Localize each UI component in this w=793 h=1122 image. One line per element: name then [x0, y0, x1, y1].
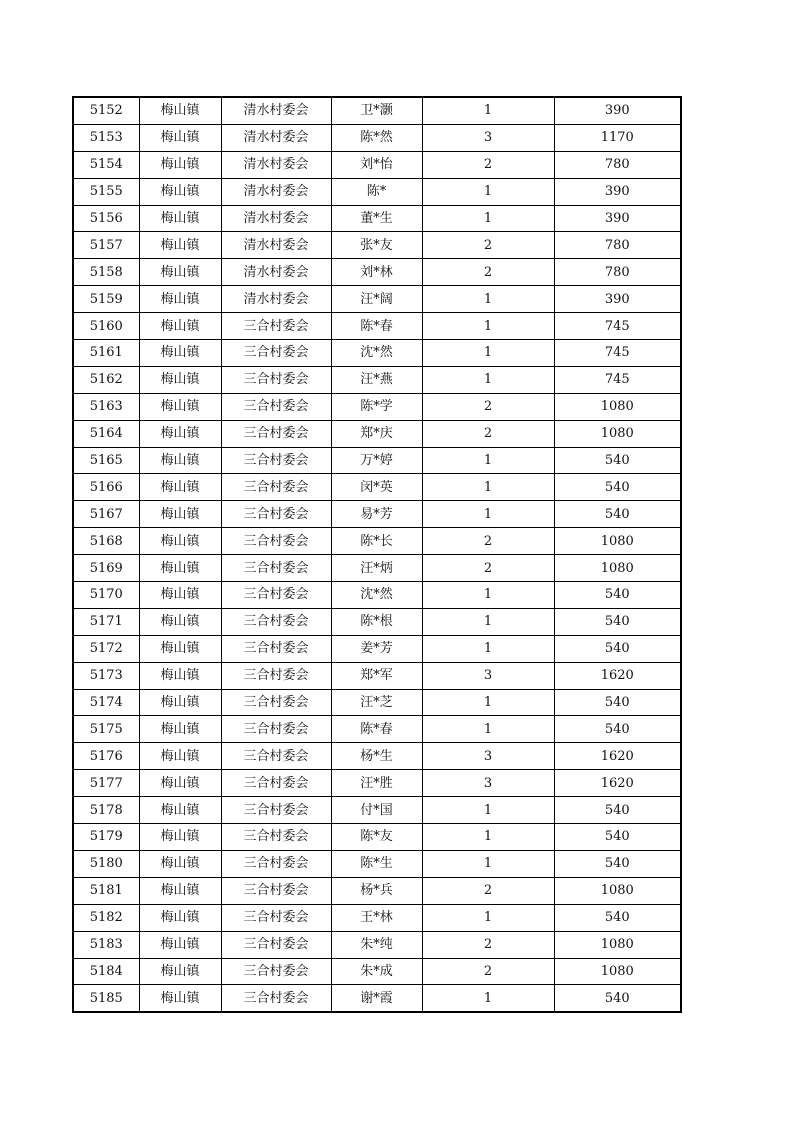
cell-count: 1: [422, 474, 554, 501]
cell-town: 梅山镇: [139, 716, 221, 743]
cell-town: 梅山镇: [139, 958, 221, 985]
cell-amount: 780: [554, 151, 681, 178]
cell-count: 1: [422, 824, 554, 851]
cell-name: 刘*怡: [331, 151, 422, 178]
cell-town: 梅山镇: [139, 232, 221, 259]
table-row: [73, 985, 681, 1012]
cell-town: 梅山镇: [139, 877, 221, 904]
table-row: [73, 770, 681, 797]
cell-village: 三合村委会: [221, 985, 331, 1012]
cell-town: 梅山镇: [139, 501, 221, 528]
cell-amount: 780: [554, 232, 681, 259]
cell-count: 1: [422, 797, 554, 824]
data-table: [72, 96, 682, 1013]
table-row: [73, 555, 681, 582]
cell-amount: 390: [554, 205, 681, 232]
table-row: [73, 178, 681, 205]
table-row: [73, 850, 681, 877]
cell-amount: 540: [554, 501, 681, 528]
cell-count: 1: [422, 205, 554, 232]
cell-name: 郑*军: [331, 662, 422, 689]
cell-village: 三合村委会: [221, 850, 331, 877]
cell-count: 1: [422, 286, 554, 313]
cell-town: 梅山镇: [139, 528, 221, 555]
cell-name: 陈*生: [331, 850, 422, 877]
cell-index: 5154: [73, 151, 139, 178]
cell-town: 梅山镇: [139, 985, 221, 1012]
cell-name: 陈*长: [331, 528, 422, 555]
cell-village: 三合村委会: [221, 474, 331, 501]
cell-amount: 1620: [554, 743, 681, 770]
cell-amount: 1080: [554, 555, 681, 582]
table-row: [73, 286, 681, 313]
cell-amount: 1620: [554, 662, 681, 689]
cell-name: 汪*阔: [331, 286, 422, 313]
cell-count: 2: [422, 877, 554, 904]
cell-name: 易*芳: [331, 501, 422, 528]
cell-village: 三合村委会: [221, 313, 331, 340]
cell-amount: 1080: [554, 528, 681, 555]
table-row: [73, 931, 681, 958]
cell-index: 5167: [73, 501, 139, 528]
cell-amount: 540: [554, 689, 681, 716]
cell-count: 1: [422, 635, 554, 662]
cell-town: 梅山镇: [139, 824, 221, 851]
cell-village: 三合村委会: [221, 743, 331, 770]
cell-village: 三合村委会: [221, 931, 331, 958]
cell-index: 5153: [73, 124, 139, 151]
table-row: [73, 151, 681, 178]
cell-village: 三合村委会: [221, 958, 331, 985]
cell-name: 汪*燕: [331, 366, 422, 393]
cell-town: 梅山镇: [139, 420, 221, 447]
cell-village: 三合村委会: [221, 904, 331, 931]
cell-village: 三合村委会: [221, 824, 331, 851]
cell-name: 陈*春: [331, 716, 422, 743]
table-row: [73, 608, 681, 635]
cell-village: 三合村委会: [221, 447, 331, 474]
cell-town: 梅山镇: [139, 797, 221, 824]
cell-index: 5185: [73, 985, 139, 1012]
cell-village: 清水村委会: [221, 205, 331, 232]
cell-village: 清水村委会: [221, 286, 331, 313]
cell-index: 5155: [73, 178, 139, 205]
table-row: [73, 205, 681, 232]
table-row: [73, 528, 681, 555]
cell-amount: 540: [554, 824, 681, 851]
cell-index: 5179: [73, 824, 139, 851]
cell-town: 梅山镇: [139, 635, 221, 662]
cell-amount: 1620: [554, 770, 681, 797]
cell-count: 2: [422, 420, 554, 447]
cell-index: 5161: [73, 340, 139, 367]
cell-index: 5169: [73, 555, 139, 582]
cell-name: 朱*纯: [331, 931, 422, 958]
cell-town: 梅山镇: [139, 555, 221, 582]
cell-town: 梅山镇: [139, 205, 221, 232]
cell-count: 2: [422, 393, 554, 420]
table-row: [73, 97, 681, 124]
cell-town: 梅山镇: [139, 259, 221, 286]
cell-town: 梅山镇: [139, 151, 221, 178]
cell-village: 三合村委会: [221, 716, 331, 743]
cell-count: 1: [422, 904, 554, 931]
cell-index: 5158: [73, 259, 139, 286]
cell-count: 3: [422, 124, 554, 151]
cell-count: 2: [422, 555, 554, 582]
cell-amount: 540: [554, 474, 681, 501]
cell-amount: 540: [554, 716, 681, 743]
cell-count: 1: [422, 985, 554, 1012]
cell-amount: 540: [554, 850, 681, 877]
table-row: [73, 904, 681, 931]
cell-count: 1: [422, 447, 554, 474]
table-row: [73, 366, 681, 393]
cell-index: 5164: [73, 420, 139, 447]
cell-town: 梅山镇: [139, 447, 221, 474]
cell-index: 5176: [73, 743, 139, 770]
cell-town: 梅山镇: [139, 366, 221, 393]
cell-index: 5163: [73, 393, 139, 420]
cell-amount: 1080: [554, 931, 681, 958]
table-row: [73, 259, 681, 286]
table-row: [73, 232, 681, 259]
cell-count: 1: [422, 501, 554, 528]
cell-name: 汪*芝: [331, 689, 422, 716]
cell-index: 5178: [73, 797, 139, 824]
cell-town: 梅山镇: [139, 689, 221, 716]
cell-village: 清水村委会: [221, 151, 331, 178]
cell-count: 1: [422, 582, 554, 609]
cell-amount: 390: [554, 97, 681, 124]
table-row: [73, 824, 681, 851]
cell-village: 三合村委会: [221, 420, 331, 447]
cell-village: 清水村委会: [221, 97, 331, 124]
cell-name: 沈*然: [331, 582, 422, 609]
cell-village: 清水村委会: [221, 124, 331, 151]
table-row: [73, 124, 681, 151]
cell-town: 梅山镇: [139, 608, 221, 635]
cell-name: 陈*根: [331, 608, 422, 635]
cell-index: 5173: [73, 662, 139, 689]
cell-count: 3: [422, 662, 554, 689]
cell-name: 董*生: [331, 205, 422, 232]
cell-town: 梅山镇: [139, 178, 221, 205]
cell-name: 沈*然: [331, 340, 422, 367]
cell-index: 5157: [73, 232, 139, 259]
cell-village: 清水村委会: [221, 259, 331, 286]
cell-index: 5162: [73, 366, 139, 393]
cell-index: 5156: [73, 205, 139, 232]
cell-count: 2: [422, 528, 554, 555]
cell-village: 三合村委会: [221, 582, 331, 609]
cell-village: 清水村委会: [221, 232, 331, 259]
cell-count: 1: [422, 608, 554, 635]
cell-amount: 745: [554, 313, 681, 340]
cell-index: 5184: [73, 958, 139, 985]
cell-amount: 390: [554, 178, 681, 205]
cell-name: 杨*生: [331, 743, 422, 770]
cell-amount: 745: [554, 340, 681, 367]
cell-name: 汪*炳: [331, 555, 422, 582]
cell-town: 梅山镇: [139, 770, 221, 797]
table-row: [73, 393, 681, 420]
cell-village: 三合村委会: [221, 877, 331, 904]
cell-village: 三合村委会: [221, 366, 331, 393]
cell-town: 梅山镇: [139, 931, 221, 958]
cell-index: 5181: [73, 877, 139, 904]
table-row: [73, 474, 681, 501]
cell-index: 5177: [73, 770, 139, 797]
cell-village: 三合村委会: [221, 608, 331, 635]
cell-name: 陈*春: [331, 313, 422, 340]
cell-index: 5170: [73, 582, 139, 609]
cell-amount: 540: [554, 447, 681, 474]
cell-village: 三合村委会: [221, 393, 331, 420]
cell-count: 1: [422, 716, 554, 743]
cell-village: 三合村委会: [221, 770, 331, 797]
cell-count: 1: [422, 340, 554, 367]
cell-village: 三合村委会: [221, 689, 331, 716]
cell-village: 三合村委会: [221, 635, 331, 662]
cell-count: 2: [422, 931, 554, 958]
cell-count: 1: [422, 366, 554, 393]
cell-name: 陈*学: [331, 393, 422, 420]
cell-amount: 1080: [554, 393, 681, 420]
cell-index: 5172: [73, 635, 139, 662]
table-row: [73, 877, 681, 904]
cell-amount: 1080: [554, 877, 681, 904]
table-row: [73, 743, 681, 770]
cell-name: 郑*庆: [331, 420, 422, 447]
cell-amount: 540: [554, 797, 681, 824]
table-row: [73, 797, 681, 824]
cell-village: 三合村委会: [221, 340, 331, 367]
table-row: [73, 689, 681, 716]
cell-town: 梅山镇: [139, 393, 221, 420]
cell-amount: 540: [554, 608, 681, 635]
table-row: [73, 501, 681, 528]
cell-index: 5171: [73, 608, 139, 635]
cell-count: 1: [422, 850, 554, 877]
cell-count: 1: [422, 97, 554, 124]
cell-count: 3: [422, 743, 554, 770]
table-row: [73, 313, 681, 340]
table-row: [73, 662, 681, 689]
table-row: [73, 958, 681, 985]
cell-count: 3: [422, 770, 554, 797]
cell-name: 闵*英: [331, 474, 422, 501]
cell-village: 三合村委会: [221, 555, 331, 582]
cell-count: 2: [422, 259, 554, 286]
cell-index: 5183: [73, 931, 139, 958]
cell-index: 5180: [73, 850, 139, 877]
cell-index: 5166: [73, 474, 139, 501]
cell-amount: 780: [554, 259, 681, 286]
cell-name: 陈*: [331, 178, 422, 205]
cell-name: 张*友: [331, 232, 422, 259]
table-row: [73, 582, 681, 609]
table-row: [73, 340, 681, 367]
cell-town: 梅山镇: [139, 313, 221, 340]
cell-village: 三合村委会: [221, 662, 331, 689]
cell-index: 5159: [73, 286, 139, 313]
cell-village: 三合村委会: [221, 797, 331, 824]
cell-count: 1: [422, 689, 554, 716]
cell-count: 2: [422, 232, 554, 259]
cell-town: 梅山镇: [139, 662, 221, 689]
cell-count: 1: [422, 178, 554, 205]
table-body: [73, 97, 681, 1012]
cell-amount: 540: [554, 904, 681, 931]
cell-town: 梅山镇: [139, 474, 221, 501]
cell-name: 刘*林: [331, 259, 422, 286]
cell-index: 5175: [73, 716, 139, 743]
cell-amount: 1080: [554, 958, 681, 985]
cell-village: 三合村委会: [221, 528, 331, 555]
cell-index: 5182: [73, 904, 139, 931]
cell-town: 梅山镇: [139, 340, 221, 367]
table-row: [73, 716, 681, 743]
cell-index: 5152: [73, 97, 139, 124]
cell-amount: 1170: [554, 124, 681, 151]
cell-amount: 390: [554, 286, 681, 313]
cell-name: 陈*友: [331, 824, 422, 851]
cell-name: 朱*成: [331, 958, 422, 985]
cell-index: 5160: [73, 313, 139, 340]
cell-town: 梅山镇: [139, 97, 221, 124]
cell-village: 清水村委会: [221, 178, 331, 205]
cell-index: 5174: [73, 689, 139, 716]
cell-amount: 540: [554, 582, 681, 609]
table-row: [73, 447, 681, 474]
cell-index: 5168: [73, 528, 139, 555]
cell-count: 2: [422, 151, 554, 178]
cell-town: 梅山镇: [139, 850, 221, 877]
cell-name: 汪*胜: [331, 770, 422, 797]
table-row: [73, 635, 681, 662]
table-row: [73, 420, 681, 447]
cell-amount: 540: [554, 635, 681, 662]
cell-name: 陈*然: [331, 124, 422, 151]
cell-town: 梅山镇: [139, 286, 221, 313]
cell-name: 王*林: [331, 904, 422, 931]
cell-count: 2: [422, 958, 554, 985]
cell-town: 梅山镇: [139, 582, 221, 609]
cell-name: 杨*兵: [331, 877, 422, 904]
cell-amount: 540: [554, 985, 681, 1012]
cell-name: 姜*芳: [331, 635, 422, 662]
cell-name: 付*国: [331, 797, 422, 824]
cell-name: 万*婷: [331, 447, 422, 474]
cell-amount: 745: [554, 366, 681, 393]
cell-index: 5165: [73, 447, 139, 474]
cell-town: 梅山镇: [139, 124, 221, 151]
cell-amount: 1080: [554, 420, 681, 447]
cell-village: 三合村委会: [221, 501, 331, 528]
cell-town: 梅山镇: [139, 743, 221, 770]
cell-name: 谢*霞: [331, 985, 422, 1012]
cell-name: 卫*灏: [331, 97, 422, 124]
cell-count: 1: [422, 313, 554, 340]
cell-town: 梅山镇: [139, 904, 221, 931]
